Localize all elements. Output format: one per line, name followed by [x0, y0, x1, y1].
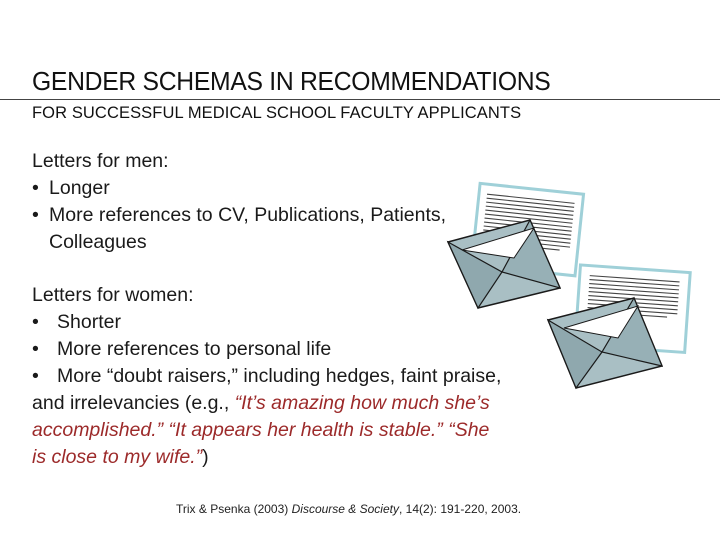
- title-divider: [0, 99, 720, 100]
- doubt-raiser-quotes: “It’s amazing how much she’s accomplished.” “It appears her health is stable.” “She is close to my wife.”: [32, 392, 490, 468]
- list-item: • Shorter: [32, 311, 121, 333]
- envelope-letter-icon: [538, 262, 698, 392]
- list-item: • Longer: [32, 177, 110, 199]
- men-heading: Letters for men:: [32, 150, 169, 172]
- women-list: [32, 309, 532, 471]
- women-heading: Letters for women:: [32, 284, 194, 306]
- slide-title: GENDER SCHEMAS IN RECOMMENDATIONS: [32, 66, 551, 96]
- men-list: [32, 175, 452, 256]
- citation: Trix & Psenka (2003) Discourse & Society, 14(2): 191-220, 2003.: [176, 502, 522, 516]
- list-item: • More references to personal life: [32, 338, 332, 360]
- men-letters-section: [32, 148, 452, 256]
- women-letters-section: [32, 282, 532, 471]
- list-item: • More references to CV, Publications, Patients, Colleagues: [32, 204, 447, 253]
- slide-subtitle: FOR SUCCESSFUL MEDICAL SCHOOL FACULTY APPLICANTS: [32, 104, 522, 122]
- list-item: • More “doubt raisers,” including hedges, faint praise, and irrelevancies (e.g., “It’s amazing how much she’s accomplished.” “It appears her health is stable.” “She is close to my wife.”): [32, 365, 502, 468]
